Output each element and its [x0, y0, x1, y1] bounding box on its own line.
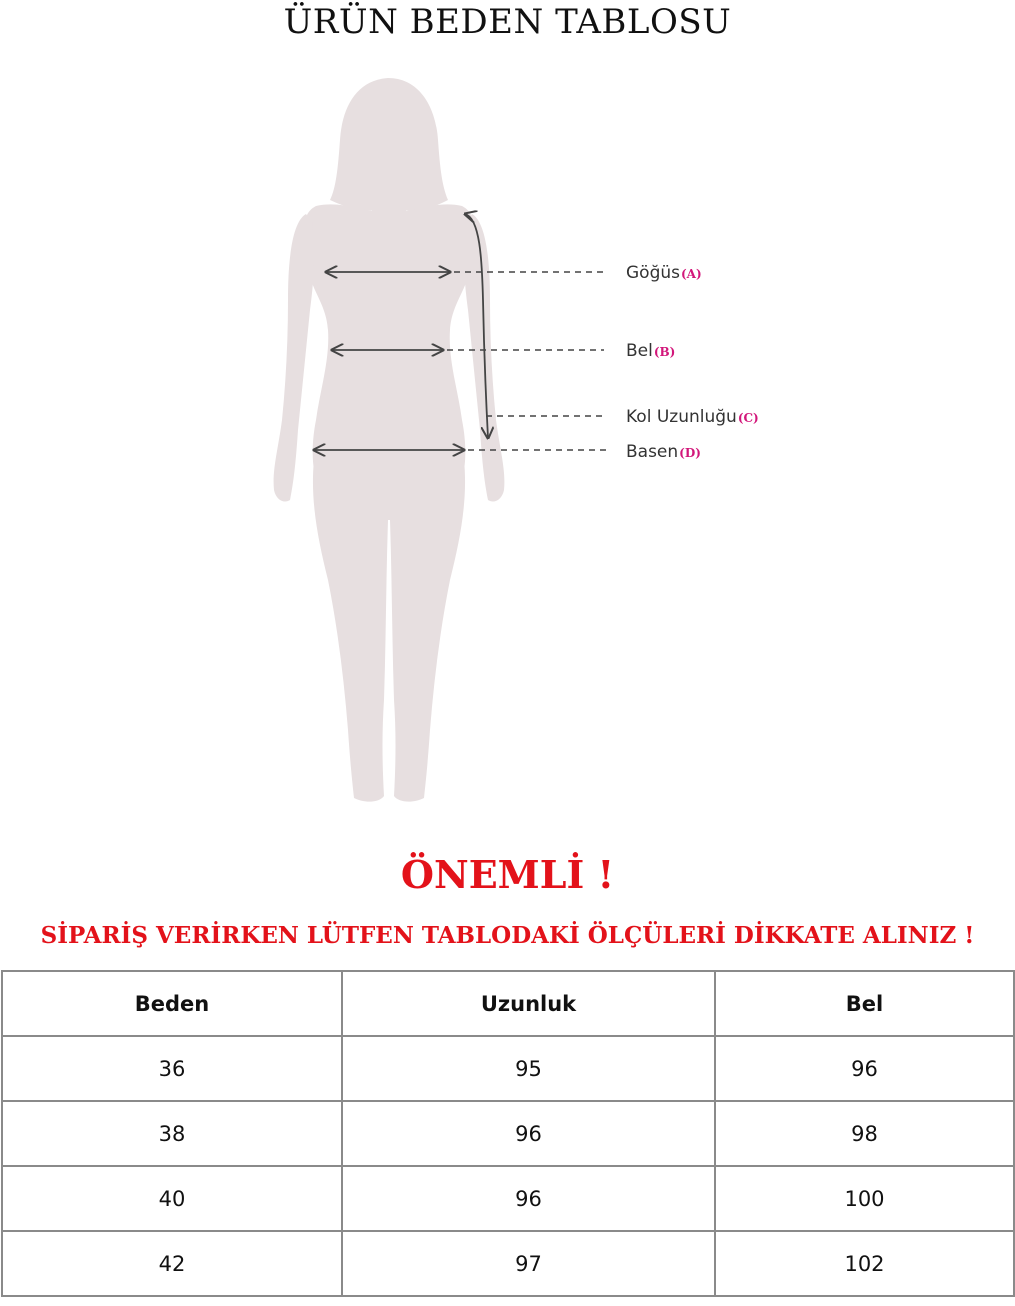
header-uzunluk: Uzunluk	[342, 971, 715, 1036]
table-row	[2, 1036, 1014, 1101]
waist-label-code: (B)	[653, 345, 676, 359]
table-header-row	[2, 971, 1014, 1036]
waist-label-text: Bel	[626, 341, 653, 361]
cell-bel: 96	[715, 1036, 1014, 1101]
page-title: ÜRÜN BEDEN TABLOSU	[283, 2, 732, 42]
cell-bel: 98	[715, 1101, 1014, 1166]
body-silhouette-diagram	[0, 60, 1015, 820]
cell-beden: 42	[2, 1231, 342, 1296]
notice-text: SİPARİŞ VERİRKEN LÜTFEN TABLODAKİ ÖLÇÜLERİ DİKKATE ALINIZ !	[40, 922, 975, 949]
cell-uzunluk: 96	[342, 1101, 715, 1166]
header-bel: Bel	[715, 971, 1014, 1036]
cell-beden: 40	[2, 1166, 342, 1231]
cell-uzunluk: 97	[342, 1231, 715, 1296]
measurement-label-hip	[626, 442, 701, 463]
chest-label-text: Göğüs	[626, 263, 680, 283]
measurement-label-arm-length	[626, 407, 759, 428]
measurement-label-waist	[626, 341, 675, 362]
size-table	[1, 970, 1015, 1297]
hip-label-code: (D)	[679, 446, 701, 460]
table-row	[2, 1166, 1014, 1231]
chest-label-code: (A)	[681, 267, 702, 281]
arm-length-label-code: (C)	[737, 411, 759, 425]
cell-bel: 100	[715, 1166, 1014, 1231]
table-row	[2, 1101, 1014, 1166]
hip-label-text: Basen	[626, 442, 679, 462]
cell-uzunluk: 96	[342, 1166, 715, 1231]
woman-silhouette	[274, 78, 505, 802]
arm-length-label-text: Kol Uzunluğu	[626, 407, 737, 427]
important-heading: ÖNEMLİ !	[400, 852, 615, 897]
header-beden: Beden	[2, 971, 342, 1036]
cell-bel: 102	[715, 1231, 1014, 1296]
cell-beden: 38	[2, 1101, 342, 1166]
table-row	[2, 1231, 1014, 1296]
measurement-label-chest	[626, 263, 702, 284]
cell-beden: 36	[2, 1036, 342, 1101]
cell-uzunluk: 95	[342, 1036, 715, 1101]
